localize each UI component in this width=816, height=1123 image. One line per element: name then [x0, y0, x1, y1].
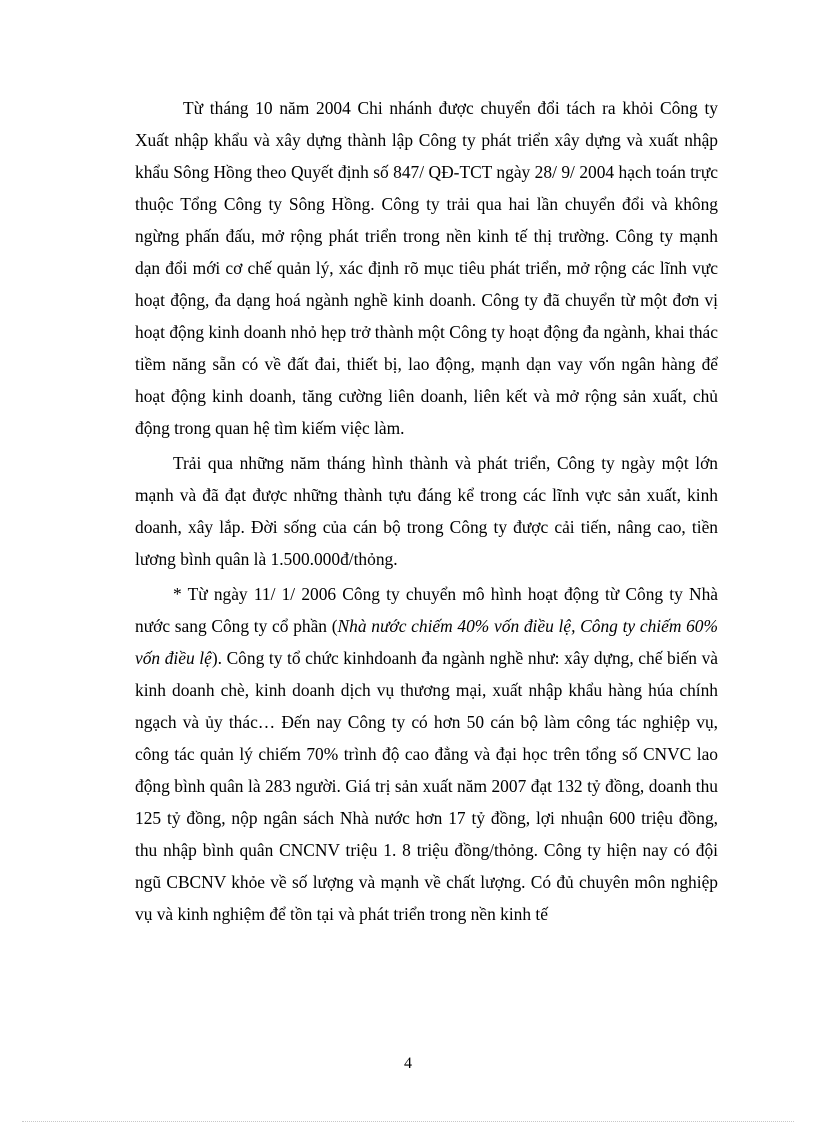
paragraph-3-italic-note: Nhà nước chiếm 40% vốn điều lệ, Công ty chiếm 60% vốn điều lệ	[135, 616, 718, 668]
page-number: 4	[404, 1055, 412, 1072]
paragraph-3	[135, 578, 718, 930]
paragraph-2	[135, 447, 718, 575]
paragraph-3-text-end: ). Công ty tổ chức kinhdoanh đa ngành nghề như: xây dựng, chế biến và kinh doanh chè, kinh doanh dịch vụ thương mại, xuất nhập khẩu hàng húa chính ngạch và ủy thác… Đến nay Công ty có hơn 50 cán bộ làm công tác nghiệp vụ, công tác quản lý chiếm 70% trình độ cao đẳng và đại học trên tổng số CNVC lao động bình quân là 283 người. Giá trị sản xuất năm 2007 đạt 132 tỷ đồng, doanh thu 125 tỷ đồng, nộp ngân sách Nhà nước hơn 17 tỷ đồng, lợi nhuận 600 triệu đồng, thu nhập bình quân CNCNV triệu 1. 8 triệu đồng/thỏng. Công ty hiện nay có đội ngũ CBCNV khỏe về số lượng và mạnh về chất lượng. Có đủ chuyên môn nghiệp vụ và kinh nghiệm để tồn tại và phát triển trong nền kinh tế	[135, 648, 719, 924]
paragraph-3-text-start: * Từ ngày 11/ 1/ 2006 Công ty chuyển mô hình hoạt động từ Công ty Nhà nước sang Công ty cổ phần (	[135, 584, 718, 636]
document-body	[135, 92, 718, 933]
paragraph-1-text: Từ tháng 10 năm 2004 Chi nhánh được chuyển đổi tách ra khỏi Công ty Xuất nhập khẩu và xây dựng thành lập Công ty phát triển xây dựng và xuất nhập khẩu Sông Hồng theo Quyết định số 847/ QĐ-TCT ngày 28/ 9/ 2004 hạch toán trực thuộc Tổng Công ty Sông Hồng. Công ty trải qua hai lần chuyển đổi và không ngừng phấn đấu, mở rộng phát triển trong nền kinh tế thị trường. Công ty mạnh dạn đổi mới cơ chế quản lý, xác định rõ mục tiêu phát triển, mở rộng các lĩnh vực hoạt động, đa dạng hoá ngành nghề kinh doanh. Công ty đã chuyển từ một đơn vị hoạt động kinh doanh nhỏ hẹp trở thành một Công ty hoạt động đa ngành, khai thác tiềm năng sẵn có về đất đai, thiết bị, lao động, mạnh dạn vay vốn ngân hàng để hoạt động kinh doanh, tăng cường liên doanh, liên kết và mở rộng sản xuất, chủ động trong quan hệ tìm kiếm việc làm.	[135, 98, 718, 438]
page-bottom-divider	[22, 1121, 794, 1122]
paragraph-2-text: Trải qua những năm tháng hình thành và phát triển, Công ty ngày một lớn mạnh và đã đạt được những thành tựu đáng kể trong các lĩnh vực sản xuất, kinh doanh, xây lắp. Đời sống của cán bộ trong Công ty được cải tiến, nâng cao, tiền lương bình quân là 1.500.000đ/thỏng.	[135, 453, 718, 569]
paragraph-1	[135, 92, 718, 444]
